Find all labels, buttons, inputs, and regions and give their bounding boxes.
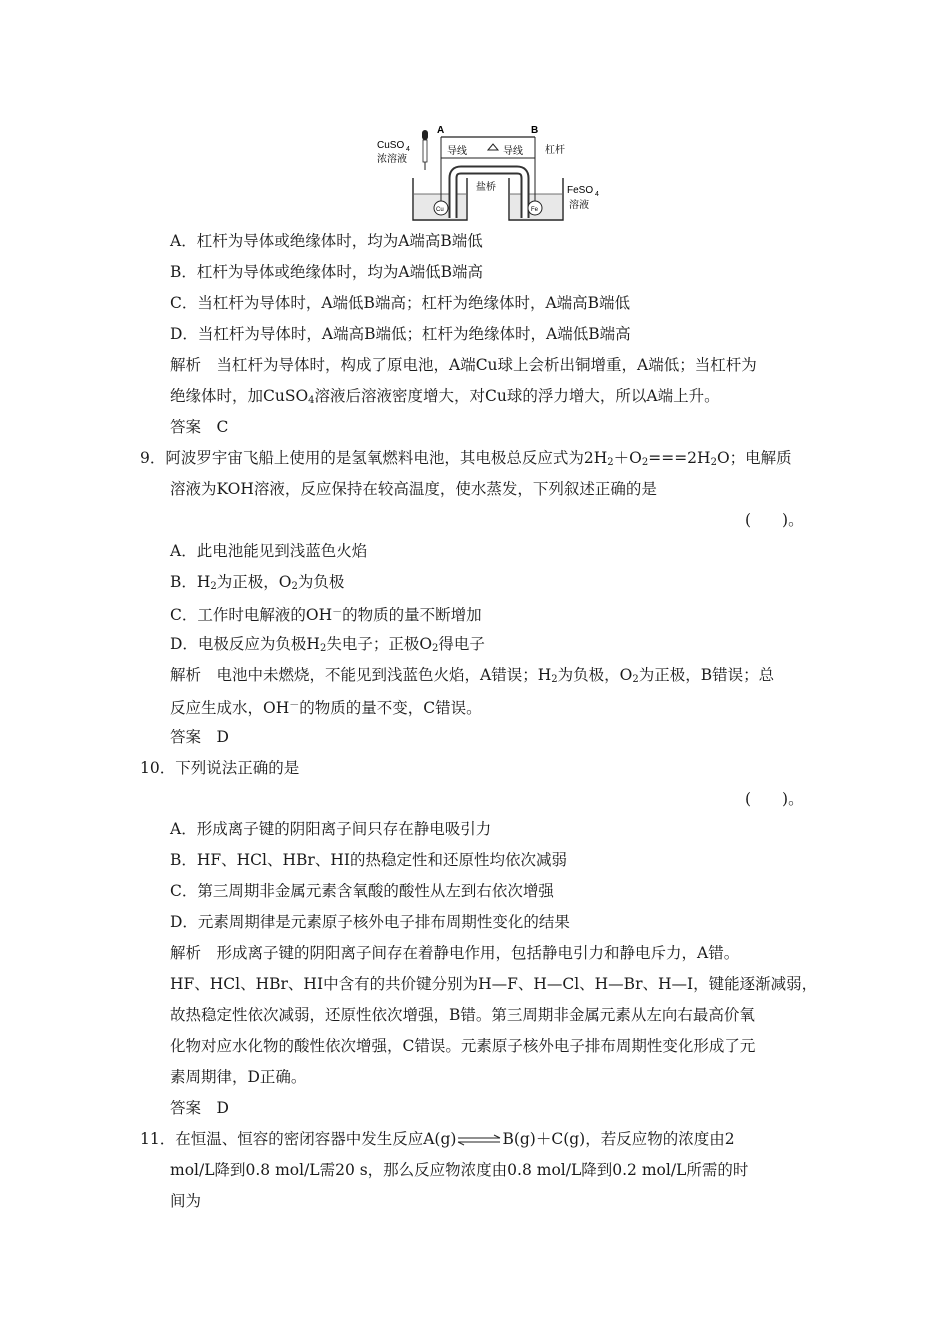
label-salt-bridge: 盐桥 (476, 182, 496, 193)
label-a: A (437, 125, 445, 136)
q9-answer-blank: ( )。 (745, 511, 804, 529)
q10-analysis-line-5: 素周期律，D正确。 (170, 1068, 307, 1086)
q10-option-b: B．HF、HCl、HBr、HI的热稳定性和还原性均依次减弱 (170, 851, 567, 869)
label-feso4: FeSO (567, 185, 594, 196)
q10-analysis-line-2: HF、HCl、HBr、HI中含有的共价键分别为H—F、H—Cl、H—Br、H—I，键能逐渐减弱， (170, 975, 818, 993)
q8-option-d: D．当杠杆为导体时，A端高B端低；杠杆为绝缘体时，A端低B端高 (170, 325, 631, 343)
label-feso4-sub: 4 (595, 191, 599, 198)
label-concentrated: 浓溶液 (377, 154, 407, 165)
q8-answer: 答案 C (170, 418, 229, 436)
label-cuso4: CuSO (377, 140, 405, 151)
q9-stem-line-1: 9．阿波罗宇宙飞船上使用的是氢氧燃料电池，其电极总反应式为$2H_2+O_2===2H_2O$；电解质 (140, 449, 792, 468)
q9-option-b: B．$H_2$为正极，$O_2$为负极 (170, 573, 345, 592)
q9-option-d: D．电极反应为负极$H_2$失电子；正极$O_2$得电子 (170, 635, 485, 654)
q10-answer: 答案 D (170, 1099, 229, 1117)
q9-analysis-line-2: 反应生成水，OH－的物质的量不变，C错误。 (170, 699, 482, 717)
label-solution: 溶液 (569, 200, 589, 211)
q10-answer-blank: ( )。 (745, 790, 804, 808)
q10-option-a: A．形成离子键的阴阳离子间只存在静电吸引力 (170, 820, 492, 838)
q10-stem: 10．下列说法正确的是 (140, 759, 300, 777)
q10-option-c: C．第三周期非金属元素含氧酸的酸性从左到右依次增强 (170, 882, 554, 900)
label-lever: 杠杆 (545, 145, 565, 156)
q11-stem-line-2: mol/L降到0.8 mol/L需20 s，那么反应物浓度由0.8 mol/L降到0.2 mol/L所需的时 (170, 1161, 749, 1179)
q9-stem-line-2: 溶液为KOH溶液，反应保持在较高温度，使水蒸发，下列叙述正确的是 (170, 480, 657, 498)
q9-option-a: A．此电池能见到浅蓝色火焰 (170, 542, 368, 560)
label-cu: Cu (436, 207, 444, 213)
label-wire-left: 导线 (447, 146, 467, 157)
q11-stem-line-3: 间为 (170, 1192, 202, 1210)
q8-analysis-line-2: 绝缘体时，加CuSO$_4$溶液后溶液密度增大，对Cu球的浮力增大，所以A端上升。 (170, 387, 720, 406)
q11-stem-line-1: 11．在恒温、恒容的密闭容器中发生反应A(g) B(g)＋C(g)，若反应物的浓度由2 (140, 1130, 735, 1148)
q8-analysis-line-1: 解析 当杠杆为导体时，构成了原电池，A端Cu球上会析出铜增重，A端低；当杠杆为 (170, 356, 757, 374)
q9-option-c: C．工作时电解液的OH－的物质的量不断增加 (170, 606, 482, 624)
q8-option-c: C．当杠杆为导体时，A端低B端高；杠杆为绝缘体时，A端高B端低 (170, 294, 631, 312)
q10-analysis-line-1: 解析 形成离子键的阴阳离子间存在着静电作用，包括静电引力和静电斥力，A错。 (170, 944, 740, 962)
equilibrium-arrow-icon (456, 1134, 502, 1146)
q8-option-a: A．杠杆为导体或绝缘体时，均为A端高B端低 (170, 232, 483, 250)
label-fe: Fe (531, 207, 539, 213)
galvanic-cell-diagram (375, 120, 615, 228)
label-cuso4-sub: 4 (406, 146, 410, 153)
label-wire-right: 导线 (503, 146, 523, 157)
q10-option-d: D．元素周期律是元素原子核外电子排布周期性变化的结果 (170, 913, 570, 931)
label-b: B (531, 125, 539, 136)
q8-option-b: B．杠杆为导体或绝缘体时，均为A端低B端高 (170, 263, 483, 281)
q10-analysis-line-3: 故热稳定性依次减弱，还原性依次增强，B错。第三周期非金属元素从左向右最高价氧 (170, 1006, 755, 1024)
q9-analysis-line-1: 解析 电池中未燃烧，不能见到浅蓝色火焰，A错误；$H_2$为负极，$O_2$为正极，B错误；总 (170, 666, 775, 685)
q9-answer: 答案 D (170, 728, 229, 746)
q10-analysis-line-4: 化物对应水化物的酸性依次增强，C错误。元素原子核外电子排布周期性变化形成了元 (170, 1037, 756, 1055)
